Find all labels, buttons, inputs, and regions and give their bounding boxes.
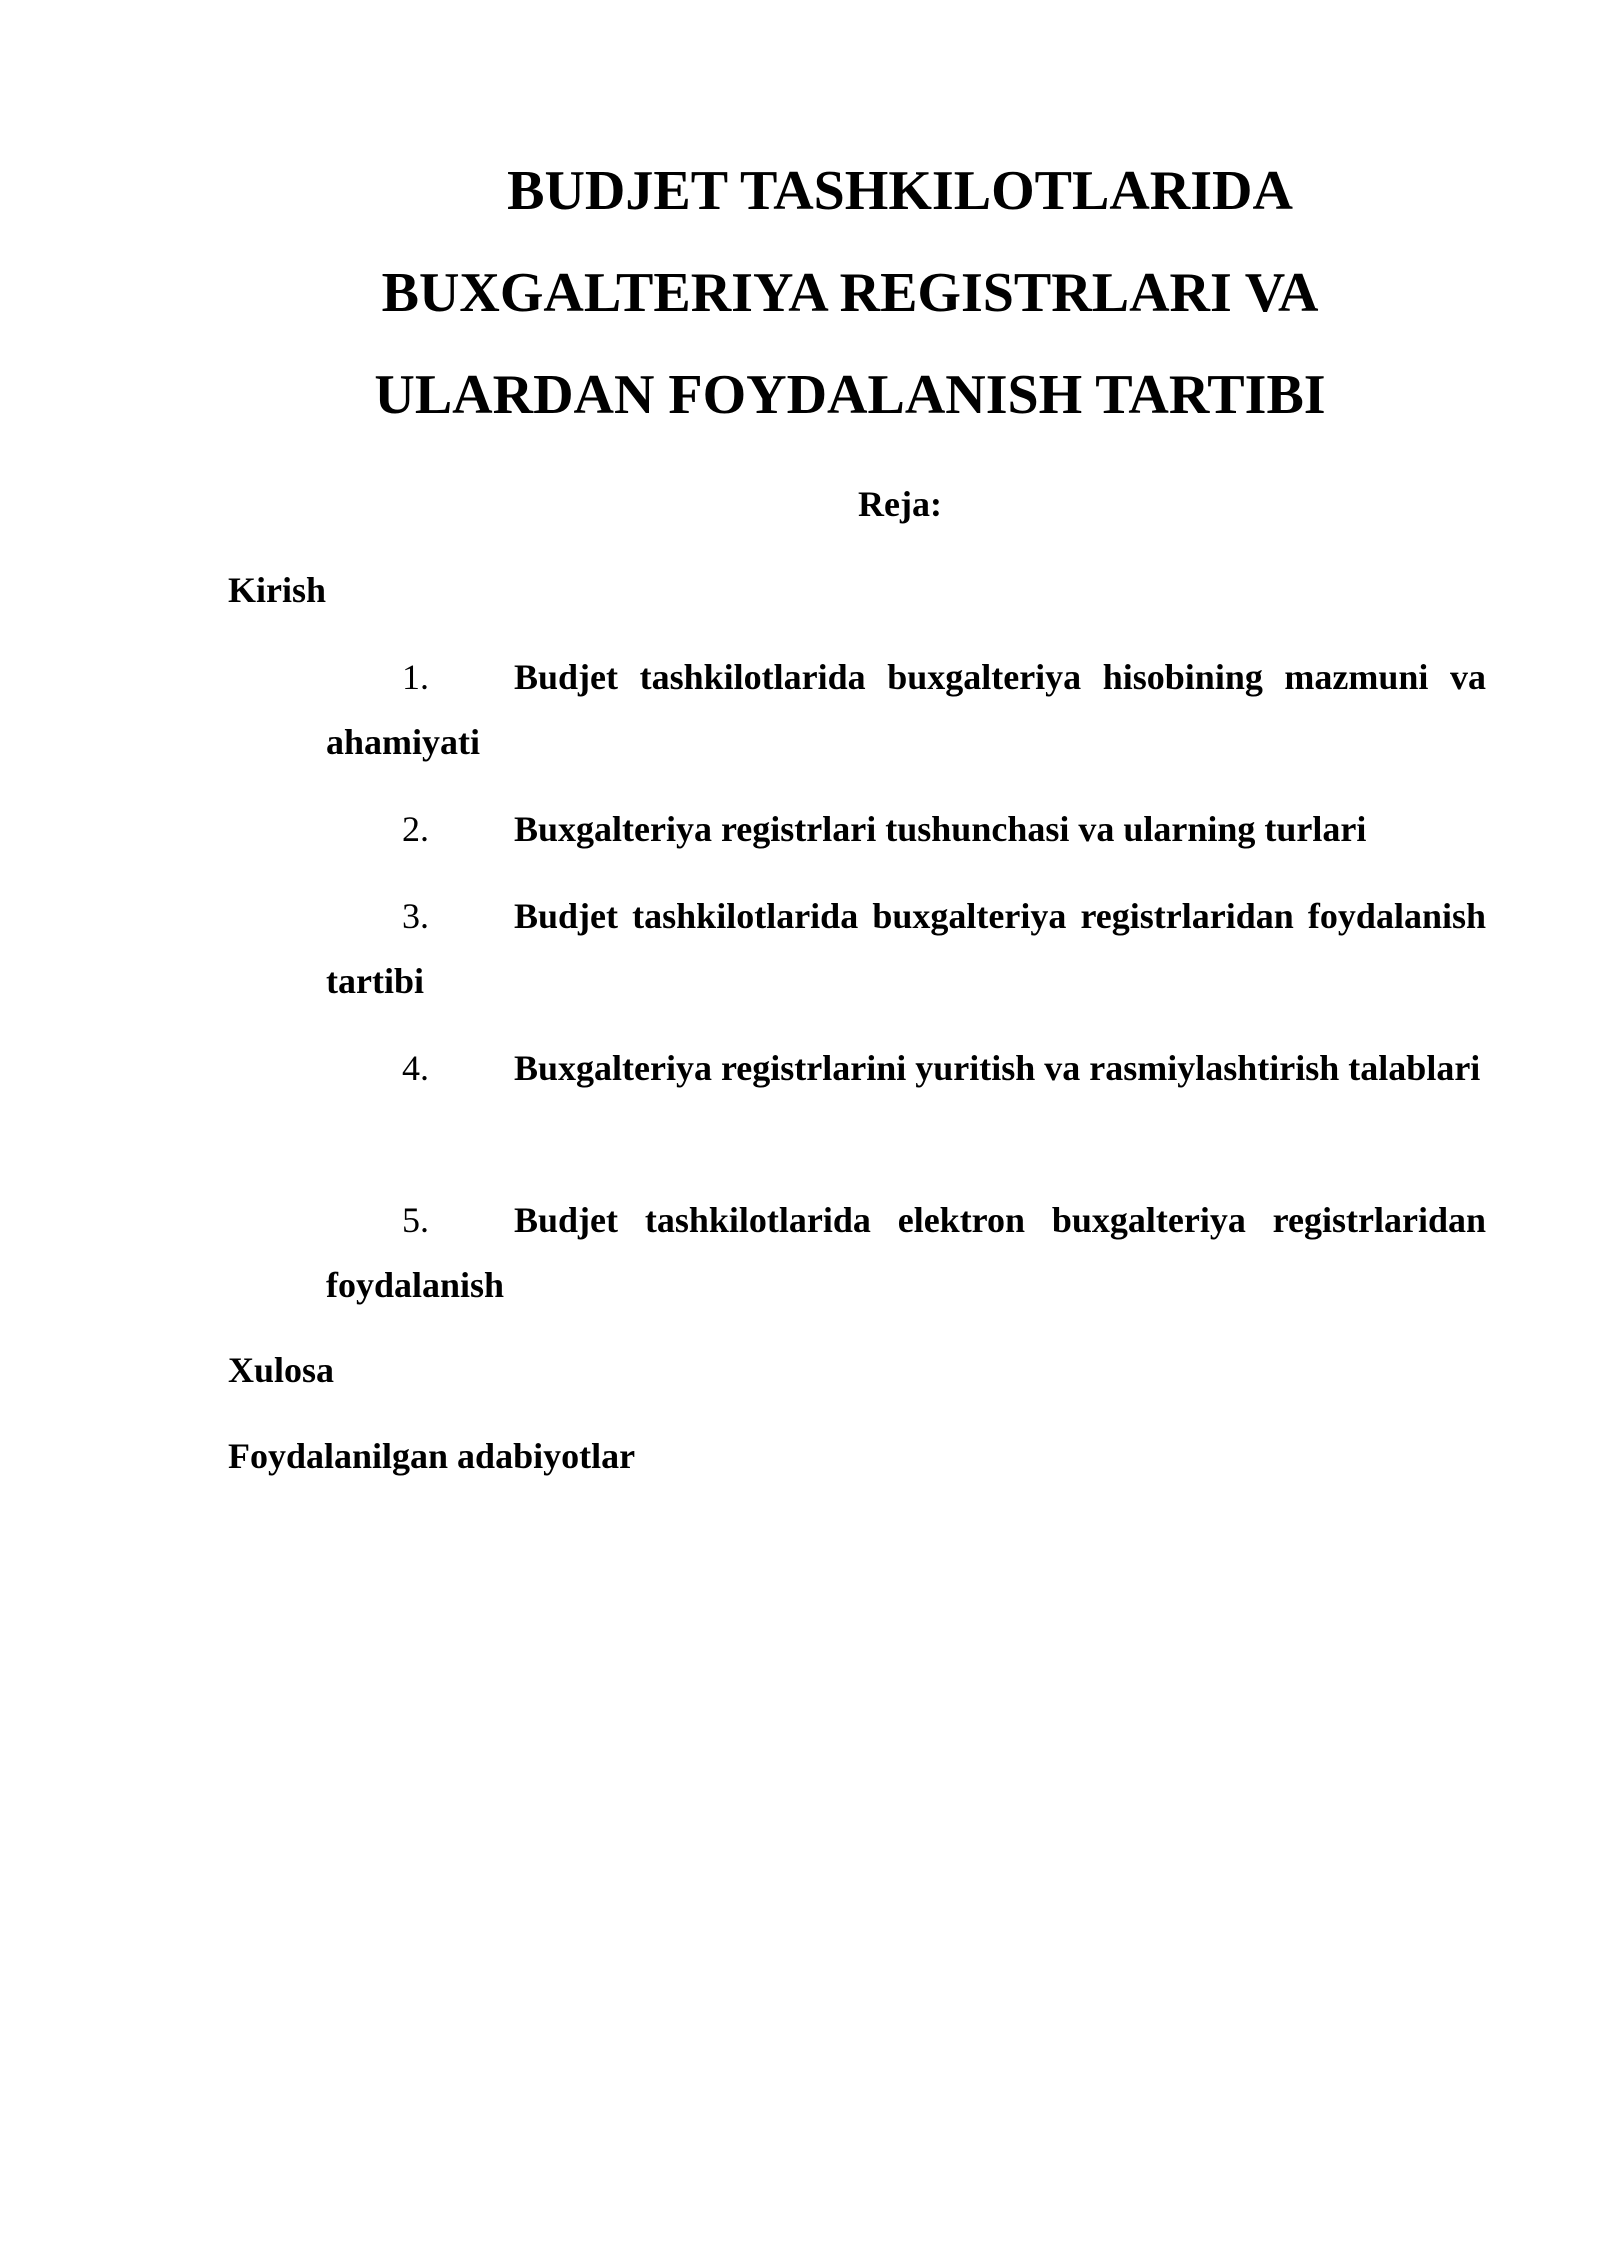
document-title [300, 140, 1400, 446]
plan-item-number: 2. [402, 809, 429, 849]
plan-item-number: 5. [402, 1200, 429, 1240]
intro-label: Kirish [228, 570, 327, 610]
plan-heading: Reja: [858, 484, 942, 524]
plan-item-text: Budjet tashkilotlarida buxgalteriya hisobining mazmuni va ahamiyati [326, 657, 1486, 762]
plan-item-text: Budjet tashkilotlarida buxgalteriya registrlaridan foydalanish tartibi [326, 896, 1486, 1001]
plan-item-5 [326, 1188, 1486, 1318]
title-line-1: BUDJET TASHKILOTLARIDA [507, 160, 1293, 222]
plan-item-number: 3. [402, 896, 429, 936]
references-label: Foydalanilgan adabiyotlar [228, 1436, 636, 1476]
title-line-2: BUXGALTERIYA REGISTRLARI VA [381, 262, 1319, 324]
plan-item-text: Budjet tashkilotlarida elektron buxgalteriya registrlaridan foydalanish [326, 1200, 1486, 1305]
plan-item-text: Buxgalteriya registrlarini yuritish va rasmiylashtirish talablari [514, 1048, 1481, 1088]
plan-item-number: 1. [402, 657, 429, 697]
conclusion-label: Xulosa [228, 1350, 335, 1390]
plan-item-number: 4. [402, 1048, 429, 1088]
plan-item-3 [326, 884, 1486, 1014]
title-line-3: ULARDAN FOYDALANISH TARTIBI [374, 364, 1326, 426]
plan-item-1 [326, 645, 1486, 775]
plan-item-2 [326, 797, 1486, 862]
plan-item-text: Buxgalteriya registrlari tushunchasi va ularning turlari [514, 809, 1367, 849]
plan-item-4 [326, 1036, 1486, 1101]
